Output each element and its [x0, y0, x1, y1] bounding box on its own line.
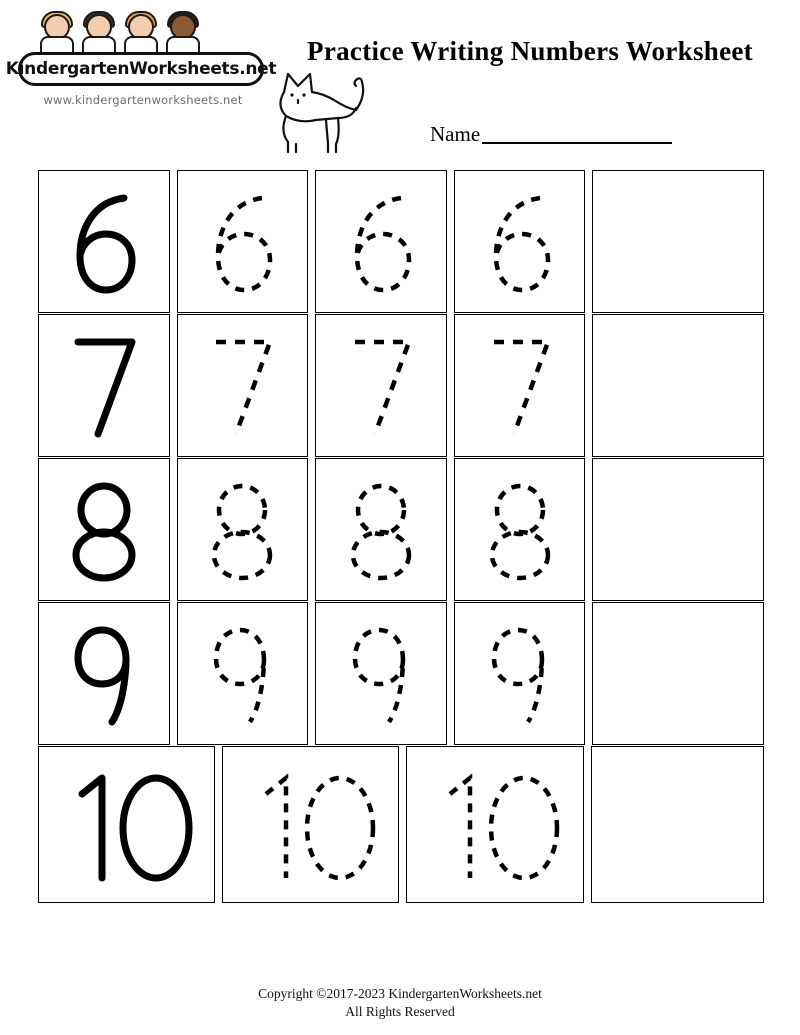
worksheet-row-8	[38, 458, 764, 601]
four-kids-icon	[36, 12, 268, 56]
worksheet-row-7	[38, 314, 764, 457]
number-glyph-6-solid	[39, 171, 169, 312]
blank-practice-cell-6[interactable]	[592, 170, 764, 313]
name-input-blank[interactable]	[482, 122, 672, 144]
number-glyph-8-dashed	[316, 459, 446, 600]
blank-practice-cell-7[interactable]	[592, 314, 764, 457]
solid-number-cell-7	[38, 314, 170, 457]
copyright-text: Copyright ©2017-2023 KindergartenWorksheets.net	[258, 985, 542, 1001]
solid-number-cell-6	[38, 170, 170, 313]
worksheet-row-9	[38, 602, 764, 745]
trace-cell-9-3[interactable]	[454, 602, 586, 745]
trace-cell-6-2[interactable]	[315, 170, 447, 313]
solid-number-cell-8	[38, 458, 170, 601]
name-field-row	[430, 122, 672, 147]
trace-cell-8-3[interactable]	[454, 458, 586, 601]
solid-number-cell-9	[38, 602, 170, 745]
trace-cell-10-2[interactable]	[406, 746, 583, 903]
number-glyph-8-dashed	[455, 459, 585, 600]
number-glyph-9-dashed	[178, 603, 308, 744]
trace-cell-10-1[interactable]	[222, 746, 399, 903]
trace-cell-8-1[interactable]	[177, 458, 309, 601]
name-label: Name	[430, 122, 481, 146]
trace-cell-8-2[interactable]	[315, 458, 447, 601]
worksheet-row-10	[38, 746, 764, 903]
page-footer	[0, 985, 800, 1021]
number-glyph-9-dashed	[316, 603, 446, 744]
trace-cell-7-1[interactable]	[177, 314, 309, 457]
trace-cell-9-2[interactable]	[315, 602, 447, 745]
number-glyph-7-dashed	[316, 315, 446, 456]
number-glyph-10-solid	[39, 747, 214, 902]
worksheet-row-6	[38, 170, 764, 313]
trace-cell-6-3[interactable]	[454, 170, 586, 313]
logo-text: KindergartenWorksheets.net	[5, 59, 277, 79]
trace-cell-7-3[interactable]	[454, 314, 586, 457]
site-url: www.kindergartenworksheets.net	[43, 93, 243, 107]
site-logo[interactable]	[5, 12, 277, 107]
number-glyph-7-dashed	[178, 315, 308, 456]
number-glyph-9-solid	[39, 603, 169, 744]
cat-icon	[262, 62, 372, 157]
number-glyph-9-dashed	[455, 603, 585, 744]
practice-grid	[38, 170, 764, 904]
trace-cell-9-1[interactable]	[177, 602, 309, 745]
number-glyph-6-dashed	[455, 171, 585, 312]
number-glyph-6-dashed	[316, 171, 446, 312]
rights-text: All Rights Reserved	[345, 1003, 455, 1019]
blank-practice-cell-8[interactable]	[592, 458, 764, 601]
number-glyph-7-dashed	[455, 315, 585, 456]
solid-number-cell-10	[38, 746, 215, 903]
number-glyph-7-solid	[39, 315, 169, 456]
trace-cell-6-1[interactable]	[177, 170, 309, 313]
page-title: Practice Writing Numbers Worksheet	[307, 36, 753, 66]
trace-cell-7-2[interactable]	[315, 314, 447, 457]
logo-pill	[5, 52, 277, 86]
number-glyph-8-solid	[39, 459, 169, 600]
number-glyph-8-dashed	[178, 459, 308, 600]
blank-practice-cell-10[interactable]	[591, 746, 764, 903]
worksheet-header	[0, 0, 800, 160]
number-glyph-6-dashed	[178, 171, 308, 312]
blank-practice-cell-9[interactable]	[592, 602, 764, 745]
number-glyph-10-dashed	[407, 747, 582, 902]
number-glyph-10-dashed	[223, 747, 398, 902]
